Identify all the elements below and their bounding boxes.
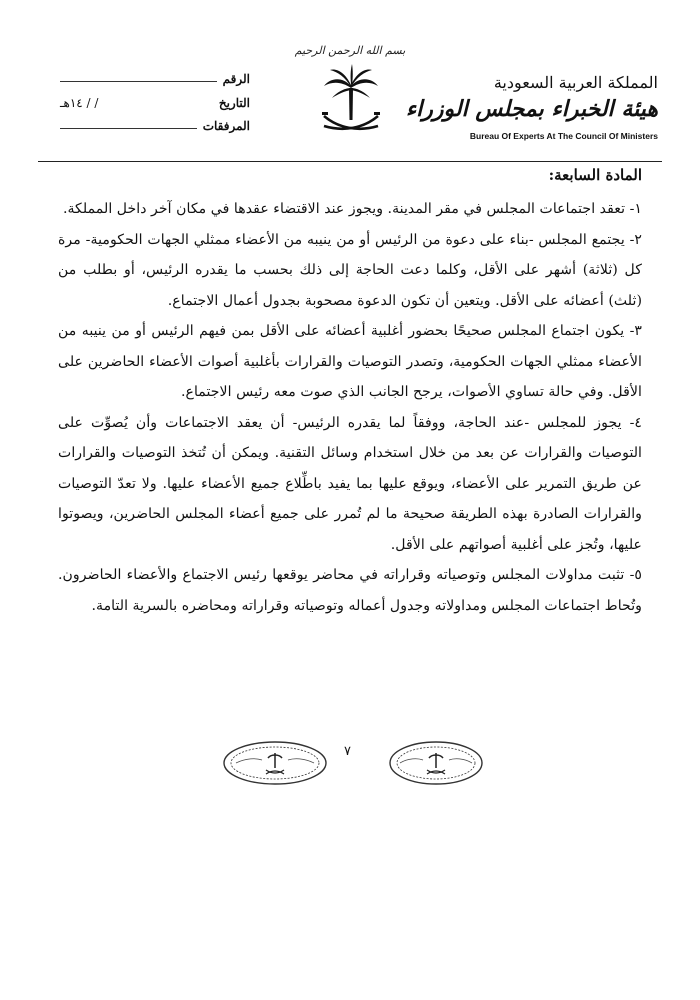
- attachments-label: المرفقات: [202, 119, 250, 133]
- official-stamp-icon: [388, 740, 484, 786]
- organization-name: هيئة الخبراء بمجلس الوزراء: [405, 96, 658, 122]
- date-value: / / ١٤هـ: [60, 96, 99, 110]
- basmala: بسم الله الرحمن الرحيم: [294, 44, 406, 57]
- date-label: التاريخ: [218, 96, 250, 110]
- page-number: ٧: [344, 744, 351, 759]
- article-paragraph-1: ١- تعقد اجتماعات المجلس في مقر المدينة. ويجوز عند الاقتضاء عقدها في مكان آخر داخل المملكة.: [62, 201, 642, 217]
- meta-attachments-row: [60, 119, 250, 133]
- number-line: [60, 80, 217, 82]
- meta-date-row: [60, 96, 250, 110]
- article-paragraph-5: ٥- تثبت مداولات المجلس وتوصياته وقراراته في محاضر يوقعها رئيس الاجتماع والأعضاء الحاضرون. وتُحاط اجتماعات المجلس ومداولاته وجدول أعماله وتوصياته وقراراته ومحاضره بالسرية التامة.: [58, 567, 642, 614]
- article-paragraph-4: ٤- يجوز للمجلس -عند الحاجة، ووفقاً لما يقدره الرئيس- أن يعقد الاجتماعات وأن يُصوِّت على التوصيات والقرارات عن بعد من خلال استخدام وسائل التقنية. ويمكن أن تُتخذ التوصيات والقرارات عن طريق التمرير على الأعضاء، ويوقع عليها بما يفيد باطِّلاع جميع الأعضاء عليها. ولا تعدّ التوصيات والقرارات الصادرة بهذه الطريقة صحيحة ما لم تُمرر على جميع أعضاء المجلس الحاضرين، ويصوتوا عليها، وتُجز على أغلبية أصواتهم على الأقل.: [58, 414, 642, 553]
- header-divider: [38, 161, 662, 162]
- official-stamp-icon: [222, 740, 328, 786]
- saudi-emblem-icon: [318, 62, 384, 140]
- number-label: الرقم: [222, 72, 250, 86]
- article-paragraph-3: ٣- يكون اجتماع المجلس صحيحًا بحضور أغلبية أعضائه على الأقل بمن فيهم الرئيس أو من ينيبه من الأعضاء ممثلي الجهات الحكومية، وتصدر التوصيات والقرارات بأغلبية أصوات الأعضاء الحاضرين على الأقل. وفي حالة تساوي الأصوات، يرجح الجانب الذي صوت معه رئيس الاجتماع.: [58, 323, 642, 400]
- article-title: المادة السابعة:: [548, 166, 642, 184]
- meta-number-row: [60, 72, 250, 86]
- organization-name-en: Bureau Of Experts At The Council Of Ministers: [469, 131, 658, 141]
- article-content: [58, 194, 642, 621]
- country-name: المملكة العربية السعودية: [493, 73, 658, 92]
- attachments-line: [60, 127, 197, 129]
- article-paragraph-2: ٢- يجتمع المجلس -بناء على دعوة من الرئيس أو من ينيبه من الأعضاء ممثلي الجهات الحكومية- مرة كل (ثلاثة) أشهر على الأقل، وكلما دعت الحاجة إلى ذلك بحسب ما يقدره الرئيس، أو بطلب من (ثلث) أعضائه على الأقل. ويتعين أن تكون الدعوة مصحوبة بجدول أعمال الاجتماع.: [58, 231, 642, 309]
